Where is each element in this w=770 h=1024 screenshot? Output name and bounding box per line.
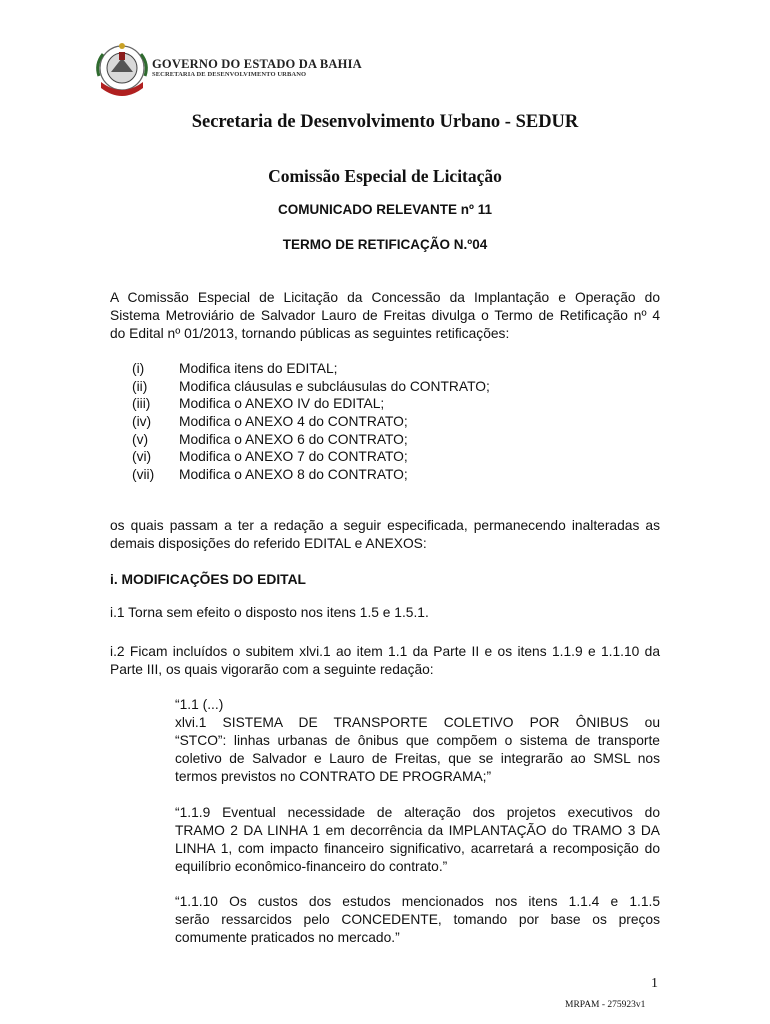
list-item-text: Modifica o ANEXO IV do EDITAL; bbox=[179, 396, 385, 412]
comunicado-heading: COMUNICADO RELEVANTE nº 11 bbox=[278, 202, 492, 217]
list-item bbox=[132, 466, 652, 484]
quote-line: xlvi.1 SISTEMA DE TRANSPORTE COLETIVO POR ÔNIBUS ou bbox=[175, 715, 660, 730]
paragraph-i2-line: Parte III, os quais vigorarão com a seguinte redação: bbox=[110, 662, 434, 677]
list-item-number: (i) bbox=[132, 361, 145, 376]
secretariat-subtitle: SECRETARIA DE DESENVOLVIMENTO URBANO bbox=[152, 71, 307, 78]
quote-line: serão ressarcidos pelo CONCEDENTE, tomando por base os preços bbox=[175, 912, 660, 927]
government-title: GOVERNO DO ESTADO DA BAHIA bbox=[152, 57, 362, 71]
after-list-paragraph bbox=[110, 517, 660, 553]
list-item-text: Modifica o ANEXO 6 do CONTRATO; bbox=[179, 431, 408, 447]
comissao-title: Comissão Especial de Licitação bbox=[268, 166, 502, 186]
paragraph-i2-line: i.2 Ficam incluídos o subitem xlvi.1 ao item 1.1 da Parte II e os itens 1.1.9 e 1.1.10 da bbox=[110, 644, 660, 659]
document-id: MRPAM - 275923v1 bbox=[565, 1000, 646, 1010]
quote-line: LINHA 1, com impacto financeiro significativo, acarretará a recomposição do bbox=[175, 841, 660, 856]
list-item bbox=[132, 395, 652, 413]
quote-line: “1.1.10 Os custos dos estudos mencionados nos itens 1.1.4 e 1.1.5 bbox=[175, 894, 660, 909]
intro-line: A Comissão Especial de Licitação da Concessão da Implantação e Operação do bbox=[110, 290, 660, 305]
list-item-text: Modifica o ANEXO 8 do CONTRATO; bbox=[179, 467, 408, 483]
list-item-text: Modifica o ANEXO 7 do CONTRATO; bbox=[179, 449, 408, 465]
list-item-text: Modifica itens do EDITAL; bbox=[179, 361, 338, 376]
quote-line: TRAMO 2 DA LINHA 1 em decorrência da IMPLANTAÇÃO do TRAMO 3 DA bbox=[175, 823, 660, 838]
list-item bbox=[132, 448, 652, 466]
quote-1-1 bbox=[175, 696, 660, 786]
quote-line: termos previstos no CONTRATO DE PROGRAMA;” bbox=[175, 769, 492, 784]
list-item-number: (vii) bbox=[132, 467, 155, 483]
quote-line: “1.1.9 Eventual necessidade de alteração dos projetos executivos do bbox=[175, 805, 660, 820]
bahia-coat-of-arms-logo bbox=[93, 38, 151, 108]
quote-line: coletivo de Salvador e Lauro de Freitas, que se integrarão ao SMSL nos bbox=[175, 751, 660, 766]
list-item-number: (vi) bbox=[132, 449, 152, 465]
quote-line: equilíbrio econômico-financeiro do contrato.” bbox=[175, 859, 448, 874]
list-item-number: (iv) bbox=[132, 414, 152, 430]
list-item-number: (iii) bbox=[132, 396, 151, 412]
quote-line: comumente praticados no mercado.” bbox=[175, 930, 400, 945]
quote-line: “STCO”: linhas urbanas de ônibus que compõem o sistema de transporte bbox=[175, 733, 660, 748]
list-item-number: (v) bbox=[132, 431, 149, 447]
after-line: demais disposições do referido EDITAL e ANEXOS: bbox=[110, 536, 427, 551]
list-item bbox=[132, 413, 652, 431]
list-item-number: (ii) bbox=[132, 378, 148, 394]
intro-paragraph bbox=[110, 289, 660, 343]
list-item-text: Modifica cláusulas e subcláusulas do CONTRATO; bbox=[179, 378, 490, 394]
quote-1-1-10 bbox=[175, 893, 660, 947]
paragraph-i2 bbox=[110, 643, 660, 679]
paragraph-i1: i.1 Torna sem efeito o disposto nos itens 1.5 e 1.5.1. bbox=[110, 605, 429, 620]
page-number: 1 bbox=[651, 976, 658, 991]
secretaria-title: Secretaria de Desenvolvimento Urbano - SEDUR bbox=[191, 112, 579, 132]
intro-line: Sistema Metroviário de Salvador Lauro de Freitas divulga o Termo de Retificação nº 4 bbox=[110, 308, 660, 323]
quote-1-1-9 bbox=[175, 804, 660, 876]
termo-heading: TERMO DE RETIFICAÇÃO N.º04 bbox=[282, 237, 488, 252]
list-item-text: Modifica o ANEXO 4 do CONTRATO; bbox=[179, 414, 408, 430]
list-item bbox=[132, 360, 652, 378]
intro-line: do Edital nº 01/2013, tornando públicas as seguintes retificações: bbox=[110, 326, 510, 341]
list-item bbox=[132, 431, 652, 449]
after-line: os quais passam a ter a redação a seguir especificada, permanecendo inalteradas as bbox=[110, 518, 660, 533]
modifications-list bbox=[132, 360, 652, 484]
section-i-heading: i. MODIFICAÇÕES DO EDITAL bbox=[110, 572, 306, 587]
list-item bbox=[132, 378, 652, 396]
quote-line: “1.1 (...) bbox=[175, 697, 224, 712]
